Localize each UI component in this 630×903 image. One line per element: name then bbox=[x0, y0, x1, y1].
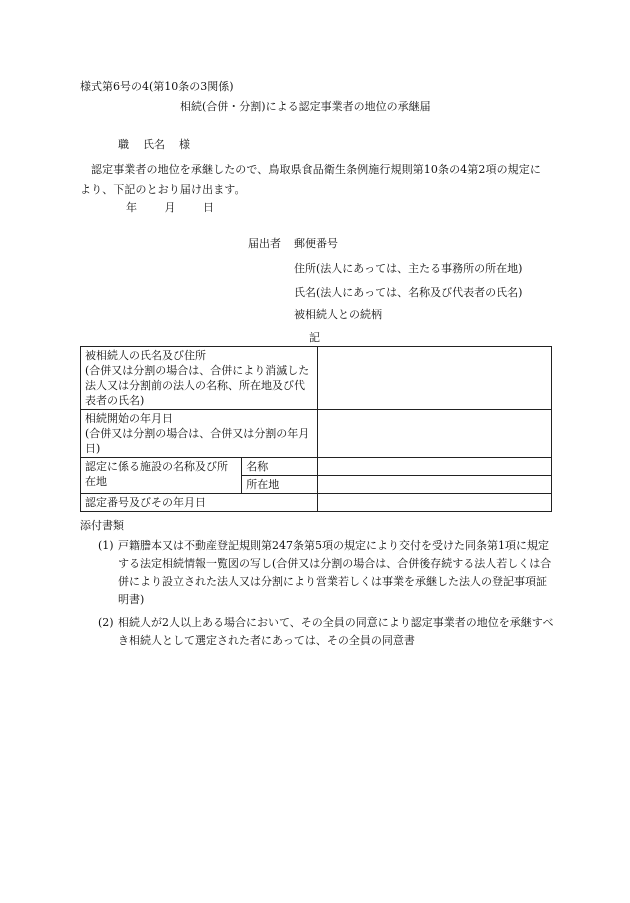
addressee-honorific: 様 bbox=[179, 138, 190, 151]
facility-label: 認定に係る施設の名称及び所在地 bbox=[85, 460, 228, 488]
attachment-number: (2) bbox=[98, 616, 114, 629]
table-row bbox=[81, 347, 552, 410]
attachment-text: 相続人が2人以上ある場合において、その全員の同意により認定事業者の地位を承継すべき相続人として選定された者にあっては、その全員の同意書 bbox=[118, 616, 554, 647]
attachment-item-1 bbox=[98, 537, 554, 609]
facility-location-label: 所在地 bbox=[246, 478, 280, 491]
date-line bbox=[126, 200, 228, 217]
date-year: 年 bbox=[126, 201, 137, 214]
table-cell-start-date-value[interactable] bbox=[317, 410, 551, 458]
date-day: 日 bbox=[203, 201, 214, 214]
attachment-number: (1) bbox=[98, 539, 114, 552]
attachment-item-2 bbox=[98, 614, 554, 650]
facility-name-label: 名称 bbox=[246, 460, 269, 473]
table-cell-facility-location-value[interactable] bbox=[317, 476, 551, 494]
date-month: 月 bbox=[164, 201, 176, 214]
notifier-label-text: 届出者 bbox=[248, 237, 281, 250]
start-date-label: 相続開始の年月日 (合併又は分割の場合は、合併又は分割の年月日) bbox=[85, 412, 310, 455]
addressee bbox=[118, 137, 190, 154]
form-number: 様式第6号の4(第10条の3関係) bbox=[80, 80, 234, 93]
table-cell-facility-name-label bbox=[242, 458, 317, 476]
table-row bbox=[81, 494, 552, 512]
record-table bbox=[80, 346, 552, 512]
cert-number-label: 認定番号及びその年月日 bbox=[85, 496, 206, 509]
table-cell-decedent-value[interactable] bbox=[317, 347, 551, 410]
body-text: 認定事業者の地位を承継したので、鳥取県食品衛生条例施行規則第10条の4第2項の規定により、下記のとおり届け出ます。 bbox=[80, 163, 541, 196]
table-cell-start-date-label bbox=[81, 410, 318, 458]
attachments-heading: 添付書類 bbox=[80, 519, 124, 532]
notifier-address: 住所(法人にあっては、主たる事務所の所在地) bbox=[294, 262, 523, 275]
ki-heading: 記 bbox=[309, 331, 320, 344]
notifier-label bbox=[248, 236, 292, 253]
table-cell-facility-name-value[interactable] bbox=[317, 458, 551, 476]
table-row bbox=[81, 458, 552, 476]
addressee-name: 氏名 bbox=[143, 138, 165, 151]
table-cell-cert-number-value[interactable] bbox=[317, 494, 551, 512]
table-cell-cert-number-label bbox=[81, 494, 318, 512]
table-cell-facility-location-label bbox=[242, 476, 317, 494]
attachment-text: 戸籍謄本又は不動産登記規則第247条第5項の規定により交付を受けた同条第1項に規定する法定相続情報一覧図の写し(合併又は分割の場合は、合併後存続する法人若しくは合併により設立された法人又は分割により営業若しくは事業を承継した法人の登記事項証明書) bbox=[118, 539, 552, 606]
addressee-position: 職 bbox=[118, 138, 129, 151]
table-row bbox=[81, 410, 552, 458]
notifier-name: 氏名(法人にあっては、名称及び代表者の氏名) bbox=[294, 286, 523, 299]
notifier-relation: 被相続人との続柄 bbox=[294, 308, 382, 321]
decedent-label: 被相続人の氏名及び住所 (合併又は分割の場合は、合併により消滅した法人又は分割前の法人の名称、所在地及び代表者の氏名) bbox=[85, 349, 310, 407]
table-cell-decedent-label bbox=[81, 347, 318, 410]
document-title: 相続(合併・分割)による認定事業者の地位の承継届 bbox=[180, 100, 431, 113]
notifier-postal-code: 郵便番号 bbox=[294, 237, 338, 250]
table-cell-facility-label bbox=[81, 458, 242, 494]
